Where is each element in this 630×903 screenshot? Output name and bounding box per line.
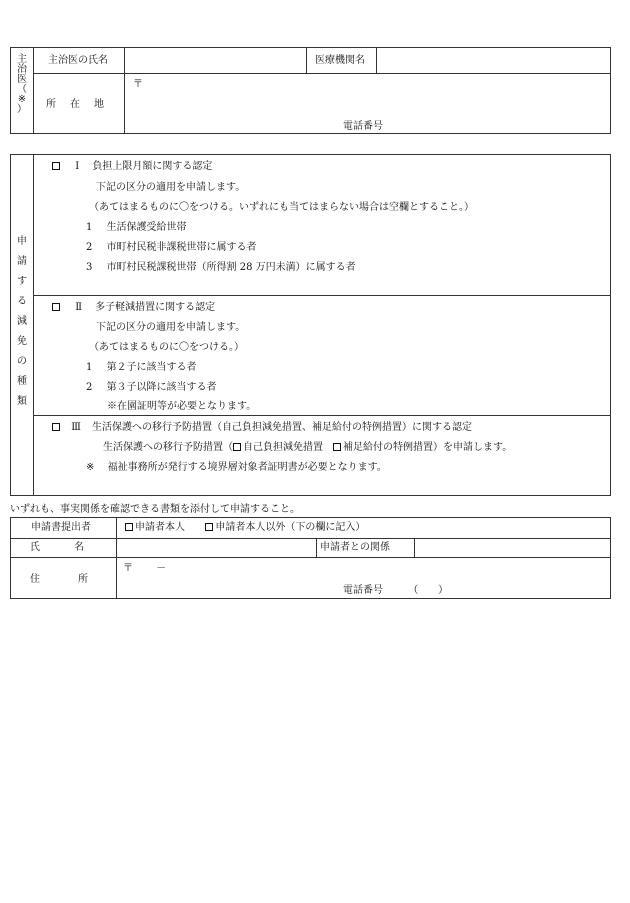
applicant-label-divider — [116, 517, 117, 599]
part1-line1: 下記の区分の適用を申請します。 — [96, 182, 246, 193]
applicant-address-label: 住 所 — [30, 574, 90, 585]
part1-divider — [33, 295, 611, 296]
doctor-postal-mark: 〒 — [133, 79, 143, 90]
institution-label: 医療機関名 — [315, 55, 365, 66]
part1-item-2-num: 2 — [86, 242, 93, 253]
part3-option1-checkbox[interactable] — [233, 443, 241, 451]
applicant-postal-mark: 〒 — [123, 563, 133, 574]
submitter-self-checkbox[interactable] — [125, 523, 133, 531]
submitter-other-label: 申請者本人以外（下の欄に記入） — [215, 522, 366, 533]
part2-line1: 下記の区分の適用を申請します。 — [96, 322, 246, 333]
part1-item-1[interactable] — [86, 223, 187, 233]
applicant-row1-divider — [10, 538, 611, 539]
part2-divider — [33, 415, 611, 416]
doctor-row-divider — [33, 73, 611, 74]
part1-item-2[interactable] — [86, 243, 257, 253]
doctor-name-label: 主治医の氏名 — [48, 55, 108, 66]
applicant-name-field[interactable] — [118, 540, 314, 556]
submitter-label: 申請書提出者 — [31, 522, 91, 533]
relation-label: 申請者との関係 — [320, 542, 390, 553]
part1-item-1-text: 生活保護受給世帯 — [106, 222, 187, 233]
part1-item-1-num: 1 — [86, 222, 93, 233]
part3-option2-label: 補足給付の特例措置 — [343, 442, 433, 453]
part2-note: ※在園証明等が必要となります。 — [107, 401, 257, 412]
part3-numeral: Ⅲ — [71, 422, 81, 433]
part2-line2: （あてはまるものに〇をつける。） — [89, 342, 244, 353]
part3-option1-label: 自己負担減免措置 — [243, 442, 323, 453]
part2-numeral: Ⅱ — [75, 302, 82, 313]
part1-checkbox[interactable] — [52, 162, 60, 170]
institution-label-left-divider — [306, 47, 307, 73]
doctor-label-divider — [124, 47, 125, 134]
part3-note-text: 福祉事務所が発行する境界層対象者証明書が必要となります。 — [107, 462, 387, 473]
doctor-side-label-char: ） — [17, 104, 27, 115]
applicant-row2-divider — [10, 557, 611, 558]
doctor-side-label-char: 主 — [17, 54, 27, 65]
reduction-side-label-char: す — [17, 276, 27, 287]
reduction-side-label-char: る — [17, 296, 27, 307]
applicant-address-field[interactable] — [170, 560, 600, 580]
reduction-side-label-char: 申 — [17, 236, 27, 247]
doctor-side-label-char: ※ — [17, 94, 27, 105]
part2-item-1-num: 1 — [86, 362, 93, 373]
part2-title: 多子軽減措置に関する認定 — [95, 302, 216, 313]
relation-field[interactable] — [416, 540, 609, 556]
part3-option2-checkbox[interactable] — [333, 443, 341, 451]
part1-item-3[interactable] — [86, 263, 356, 273]
applicant-phone-parens: （ ） — [408, 585, 449, 596]
reduction-side-label-char: 類 — [17, 396, 27, 407]
part3-line1 — [103, 443, 512, 453]
doctor-phone-label: 電話番号 — [343, 121, 383, 132]
attachment-notice: いずれも、事実関係を確認できる書類を添付して申請すること。 — [10, 504, 300, 515]
applicant-postal — [123, 564, 166, 574]
reduction-side-label-char: 減 — [17, 316, 27, 327]
reduction-side-label — [12, 232, 32, 412]
part3-title: 生活保護への移行予防措置（自己負担減免措置、補足給付の特例措置）に関する認定 — [92, 422, 473, 433]
reduction-side-divider — [33, 154, 34, 496]
applicant-name-label: 氏 名 — [30, 542, 85, 553]
part1-line2: （あてはまるものに〇をつける。いずれにも当てはまらない場合は空欄とすること。） — [89, 202, 474, 213]
part3-line1-suffix: ）を申請します。 — [433, 442, 513, 453]
applicant-phone-label: 電話番号 — [343, 585, 383, 596]
part3-note-mark: ※ — [86, 462, 95, 473]
part2-item-2-num: 2 — [86, 382, 93, 393]
part1-item-3-num: 3 — [86, 262, 93, 273]
reduction-side-label-char: 免 — [17, 336, 27, 347]
doctor-side-label — [12, 55, 32, 115]
applicant-postal-dash: － — [156, 563, 167, 574]
part1-title: 負担上限月額に関する認定 — [92, 161, 213, 172]
part2-item-2-text: 第３子以降に該当する者 — [106, 382, 217, 393]
part2-checkbox[interactable] — [52, 303, 60, 311]
submitter-other-checkbox[interactable] — [205, 523, 213, 531]
part3-note — [86, 463, 387, 473]
institution-field[interactable] — [378, 49, 609, 71]
relation-right-divider — [414, 538, 415, 557]
part2-item-2[interactable] — [86, 383, 217, 393]
doctor-address-field[interactable] — [142, 76, 602, 116]
part1-numeral: Ⅰ — [75, 161, 80, 172]
part2-item-1[interactable] — [86, 363, 197, 373]
relation-left-divider — [316, 538, 317, 557]
doctor-side-label-char: （ — [17, 84, 27, 95]
applicant-phone — [343, 586, 448, 596]
doctor-address-label: 所 在 地 — [46, 99, 106, 110]
doctor-side-label-char: 医 — [17, 74, 27, 85]
submitter-self-label: 申請者本人 — [135, 522, 185, 533]
reduction-side-label-char: 請 — [17, 256, 27, 267]
part3-checkbox[interactable] — [52, 423, 60, 431]
reduction-side-label-char: の — [17, 356, 27, 367]
part1-header — [52, 162, 212, 172]
reduction-side-label-char: 種 — [17, 376, 27, 387]
part3-line1-prefix: 生活保護への移行予防措置（ — [103, 442, 233, 453]
doctor-name-field[interactable] — [126, 49, 304, 71]
part2-header — [52, 303, 215, 313]
part3-header — [52, 423, 472, 433]
doctor-side-divider — [33, 47, 34, 134]
part1-item-2-text: 市町村民税非課税世帯に属する者 — [106, 242, 257, 253]
institution-label-right-divider — [376, 47, 377, 73]
part2-item-1-text: 第２子に該当する者 — [106, 362, 197, 373]
submitter-options — [125, 523, 365, 533]
doctor-side-label-char: 治 — [17, 64, 27, 75]
part1-item-3-text: 市町村民税課税世帯（所得割 28 万円未満）に属する者 — [106, 262, 356, 273]
